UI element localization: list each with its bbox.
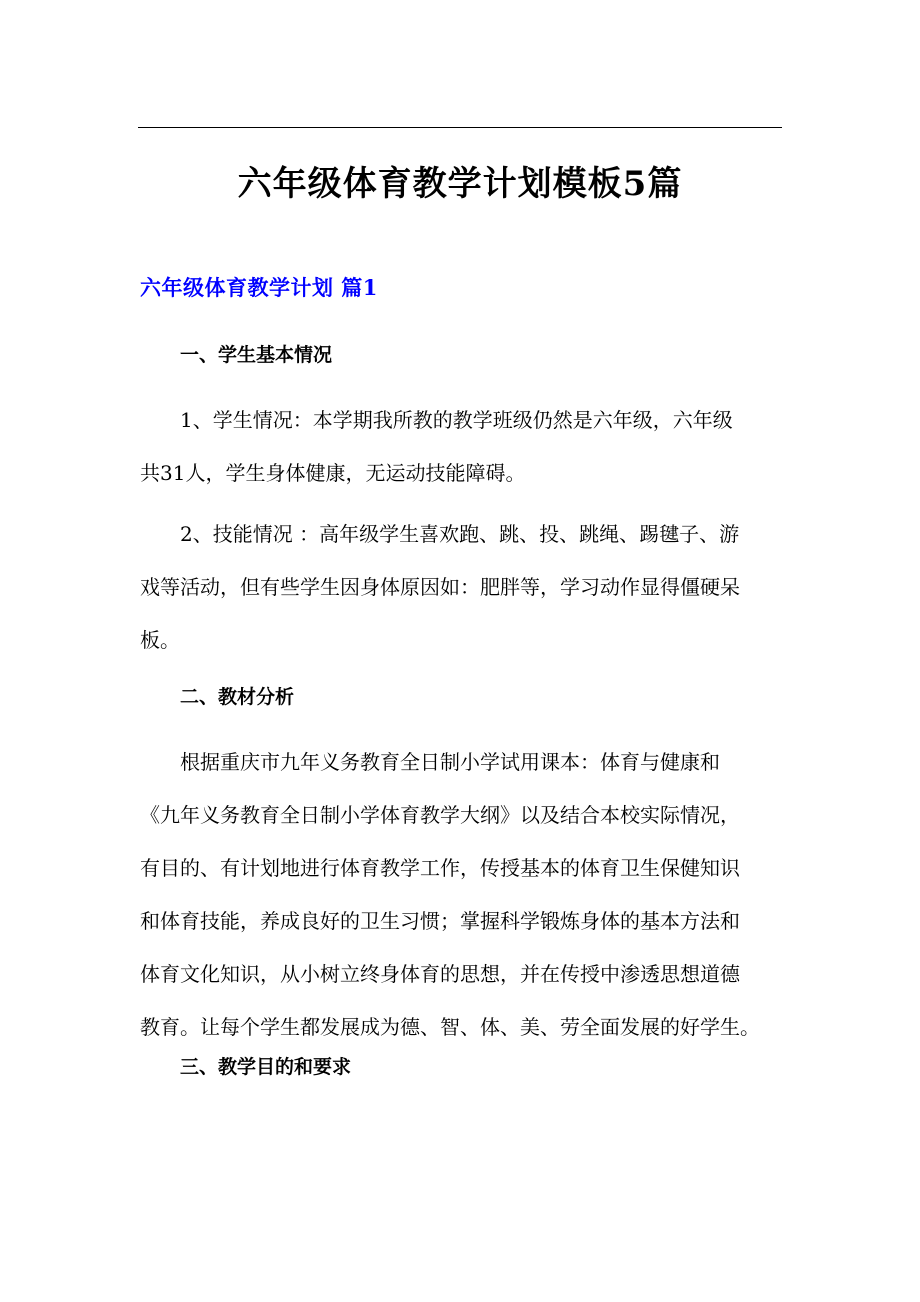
- heading-material-analysis: 二、教材分析: [180, 686, 295, 708]
- heading-student-situation: 一、学生基本情况: [180, 344, 333, 366]
- paragraph-line: 1、学生情况：本学期我所教的教学班级仍然是六年级，六年级: [180, 408, 733, 432]
- paragraph-line: 教育。让每个学生都发展成为德、智、体、美、劳全面发展的好学生。: [140, 1015, 760, 1039]
- paragraph-line: 板。: [140, 628, 180, 652]
- paragraph-line: 根据重庆市九年义务教育全日制小学试用课本：体育与健康和: [180, 750, 720, 774]
- paragraph-line: 有目的、有计划地进行体育教学工作，传授基本的体育卫生保健知识: [140, 856, 740, 880]
- header-rule: [138, 127, 782, 128]
- paragraph-line: 《九年义务教育全日制小学体育教学大纲》以及结合本校实际情况，: [140, 803, 740, 827]
- paragraph-line: 共31人，学生身体健康，无运动技能障碍。: [140, 461, 526, 485]
- paragraph-student-situation: [140, 394, 788, 500]
- paragraph-line: 戏等活动，但有些学生因身体原因如：肥胖等，学习动作显得僵硬呆: [140, 575, 740, 599]
- paragraph-skill-situation: [140, 508, 788, 667]
- paragraph-material-analysis: [140, 736, 788, 1054]
- document-title: 六年级体育教学计划模板5篇: [237, 164, 683, 204]
- heading-teaching-goals: 三、教学目的和要求: [180, 1056, 352, 1078]
- paragraph-line: 体育文化知识，从小树立终身体育的思想，并在传授中渗透思想道德: [140, 962, 740, 986]
- section-heading: 六年级体育教学计划 篇1: [140, 275, 378, 300]
- paragraph-line: 和体育技能，养成良好的卫生习惯；掌握科学锻炼身体的基本方法和: [140, 909, 740, 933]
- paragraph-line: 2、技能情况 ：高年级学生喜欢跑、跳、投、跳绳、踢毽子、游: [180, 522, 740, 546]
